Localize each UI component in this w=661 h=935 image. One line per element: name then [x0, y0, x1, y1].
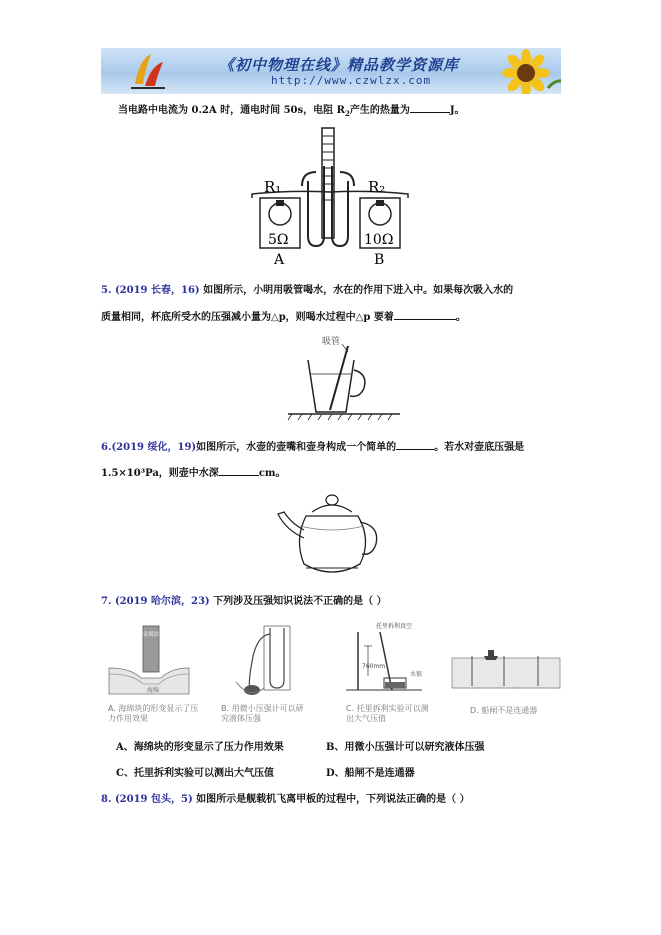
fig-c-torricelli: [346, 620, 446, 700]
mercury-label: 水银: [410, 671, 423, 678]
fig-b-manometer: [230, 622, 310, 702]
label-b: B: [374, 252, 385, 268]
option-b[interactable]: B、用微小压强计可以研究液体压强: [326, 742, 485, 753]
mm760-label: 760mm: [362, 663, 386, 670]
caption-a: A. 海绵块的形变显示了压力作用效果: [108, 704, 199, 723]
label-r1: R₁: [264, 178, 282, 196]
teapot-figure: [276, 490, 386, 580]
option-d[interactable]: D、船闸不是连通器: [326, 768, 415, 779]
banner-title: 《初中物理在线》精品教学资源库: [219, 56, 460, 74]
option-a[interactable]: A、海绵块的形变显示了压力作用效果: [116, 742, 284, 753]
header-banner: [101, 48, 561, 94]
answer-blank[interactable]: [219, 466, 259, 476]
caption-d: D. 船闸不是连通器: [470, 706, 538, 715]
q7-stem: 7. (2019 哈尔滨，23) 下列涉及压强知识说法不正确的是（ ）: [101, 596, 387, 607]
option-c[interactable]: C、托里拆利实验可以测出大气压值: [116, 768, 274, 779]
caption-c: C. 托里拆利实验可以测出大气压值: [346, 704, 429, 723]
label-5ohm: 5Ω: [268, 232, 289, 248]
q4-text: 当电路中电流为 0.2A 时，通电时间 50s，电阻 $R_2$产生的热量为 J。: [118, 105, 465, 118]
answer-blank[interactable]: [396, 440, 434, 450]
torr-vacuum-label: 托里拆利真空: [376, 623, 413, 630]
label-r2: R₂: [368, 178, 386, 196]
q5-line1: 5. (2019 长春，16) 如图所示，小明用吸管喝水，水在的作用下进入中。如果每次吸入水的: [101, 285, 514, 296]
q6-line2: 1.5×10³Pa，则壶中水深 cm。: [101, 468, 286, 479]
fig-a-sponge: [103, 622, 193, 702]
logo-icon: [121, 48, 181, 94]
straw-cup-figure: [288, 330, 408, 420]
answer-blank[interactable]: [410, 103, 450, 113]
metal-label: 金属块: [142, 632, 160, 638]
caption-b: B. 用微小压强计可以研究液体压强: [221, 704, 304, 723]
q5-line2: 质量相同，杯底所受水的压强减小量为△p，则喝水过程中△p 要着 。: [101, 312, 466, 323]
label-a: A: [274, 252, 285, 268]
sunflower-icon: [486, 48, 561, 94]
answer-blank[interactable]: [394, 310, 456, 320]
q8-stem: 8. (2019 包头，5) 如图所示是舰载机飞离甲板的过程中，下列说法正确的是（ ）: [101, 794, 470, 805]
fig-d-shiplock: [452, 628, 562, 698]
sponge-label: 海绵: [147, 687, 160, 694]
q6-line1: 6.(2019 绥化，19)如图所示，水壶的壶嘴和壶身构成一个简单的 。若水对壶底压强是: [101, 442, 525, 453]
label-10ohm: 10Ω: [364, 232, 394, 248]
joule-heating-figure: [250, 126, 410, 266]
straw-label: 吸管: [322, 337, 341, 347]
banner-url: http://www.czwlzx.com: [271, 74, 432, 87]
